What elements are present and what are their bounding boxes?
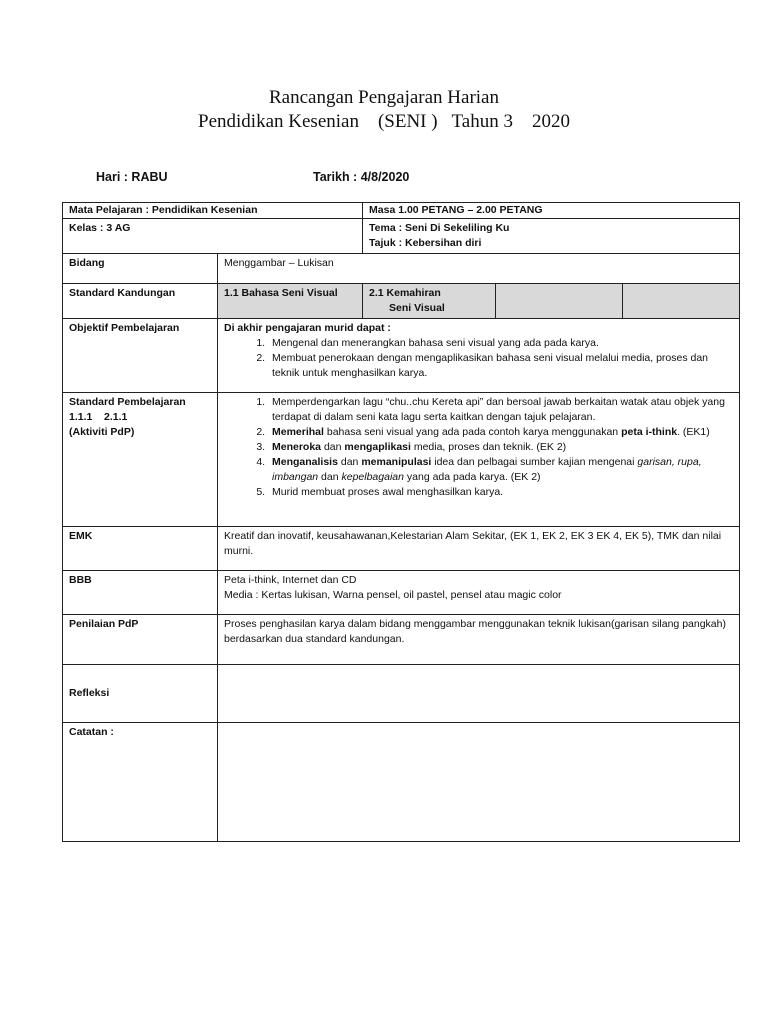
table-row <box>63 284 740 319</box>
table-row <box>63 571 740 615</box>
bbb-label: BBB <box>63 571 218 615</box>
table-row <box>63 254 740 284</box>
table-row <box>63 393 740 527</box>
aktiviti-list <box>224 395 733 500</box>
catatan-value <box>218 723 740 842</box>
bbb-value: Peta i-think, Internet dan CD Media : Kertas lukisan, Warna pensel, oil pastel, pensel atau magic color <box>218 571 740 615</box>
bidang-label: Bidang <box>63 254 218 284</box>
list-item: 4. Menganalisis dan memanipulasi idea dan pelbagai sumber kajian mengenai garisan, rupa, imbangan dan kepelbagaian yang ada pada karya. (EK 2) <box>268 455 733 485</box>
objektif-intro: Di akhir pengajaran murid dapat : <box>224 322 391 334</box>
catatan-label: Catatan : <box>63 723 218 842</box>
table-row <box>63 615 740 665</box>
table-row <box>63 203 740 219</box>
tema-label: Tema : Seni Di Sekeliling Ku <box>369 222 510 234</box>
list-item: 2. Membuat penerokaan dengan mengaplikasikan bahasa seni visual melalui media, proses dan teknik untuk menghasilkan karya. <box>268 351 733 381</box>
tarikh-field: Tarikh : 4/8/2020 <box>313 170 410 184</box>
list-item: 5. Murid membuat proses awal menghasilkan karya. <box>268 485 733 500</box>
empty-cell <box>496 284 623 319</box>
objektif-list <box>224 336 733 381</box>
refleksi-value <box>218 665 740 723</box>
document-subtitle: Pendidikan Kesenian (SENI ) Tahun 3 2020 <box>198 111 570 132</box>
table-row <box>63 527 740 571</box>
table-row <box>63 723 740 842</box>
table-row <box>63 319 740 393</box>
bidang-value: Menggambar – Lukisan <box>218 254 740 284</box>
standard-pembelajaran-content <box>218 393 740 527</box>
standard-kandungan-label: Standard Kandungan <box>63 284 218 319</box>
refleksi-label: Refleksi <box>63 665 218 723</box>
table-row <box>63 219 740 254</box>
list-item: 1. Mengenal dan menerangkan bahasa seni visual yang ada pada karya. <box>268 336 733 351</box>
standard-kandungan-2: 2.1 Kemahiran Seni Visual <box>363 284 496 319</box>
mata-pelajaran-cell: Mata Pelajaran : Pendidikan Kesenian <box>63 203 363 219</box>
objektif-content <box>218 319 740 393</box>
standard-pembelajaran-label: Standard Pembelajaran 1.1.1 2.1.1 (Aktiviti PdP) <box>63 393 218 527</box>
empty-cell <box>623 284 740 319</box>
list-item: 3. Meneroka dan mengaplikasi media, proses dan teknik. (EK 2) <box>268 440 733 455</box>
penilaian-value: Proses penghasilan karya dalam bidang menggambar menggunakan teknik lukisan(garisan silang pangkah) berdasarkan dua standard kandungan. <box>218 615 740 665</box>
penilaian-label: Penilaian PdP <box>63 615 218 665</box>
emk-value: Kreatif dan inovatif, keusahawanan,Kelestarian Alam Sekitar, (EK 1, EK 2, EK 3 EK 4, EK 5), TMK dan nilai murni. <box>218 527 740 571</box>
emk-label: EMK <box>63 527 218 571</box>
hari-field: Hari : RABU <box>96 170 168 184</box>
tajuk-label: Tajuk : Kebersihan diri <box>369 237 482 249</box>
document-title: Rancangan Pengajaran Harian <box>268 87 499 108</box>
list-item: 1. Memperdengarkan lagu “chu..chu Kereta api” dan bersoal jawab berkaitan watak atau objek yang terdapat di dalam seni kata lagu serta kaitkan dengan tajuk pelajaran. <box>268 395 733 425</box>
list-item: 2. Memerihal bahasa seni visual yang ada pada contoh karya menggunakan peta i-think. (EK1) <box>268 425 733 440</box>
table-row <box>63 665 740 723</box>
lesson-plan-table <box>62 202 740 842</box>
objektif-label: Objektif Pembelajaran <box>63 319 218 393</box>
tema-tajuk-cell <box>363 219 740 254</box>
standard-kandungan-1: 1.1 Bahasa Seni Visual <box>218 284 363 319</box>
masa-cell: Masa 1.00 PETANG – 2.00 PETANG <box>363 203 740 219</box>
kelas-cell: Kelas : 3 AG <box>63 219 363 254</box>
